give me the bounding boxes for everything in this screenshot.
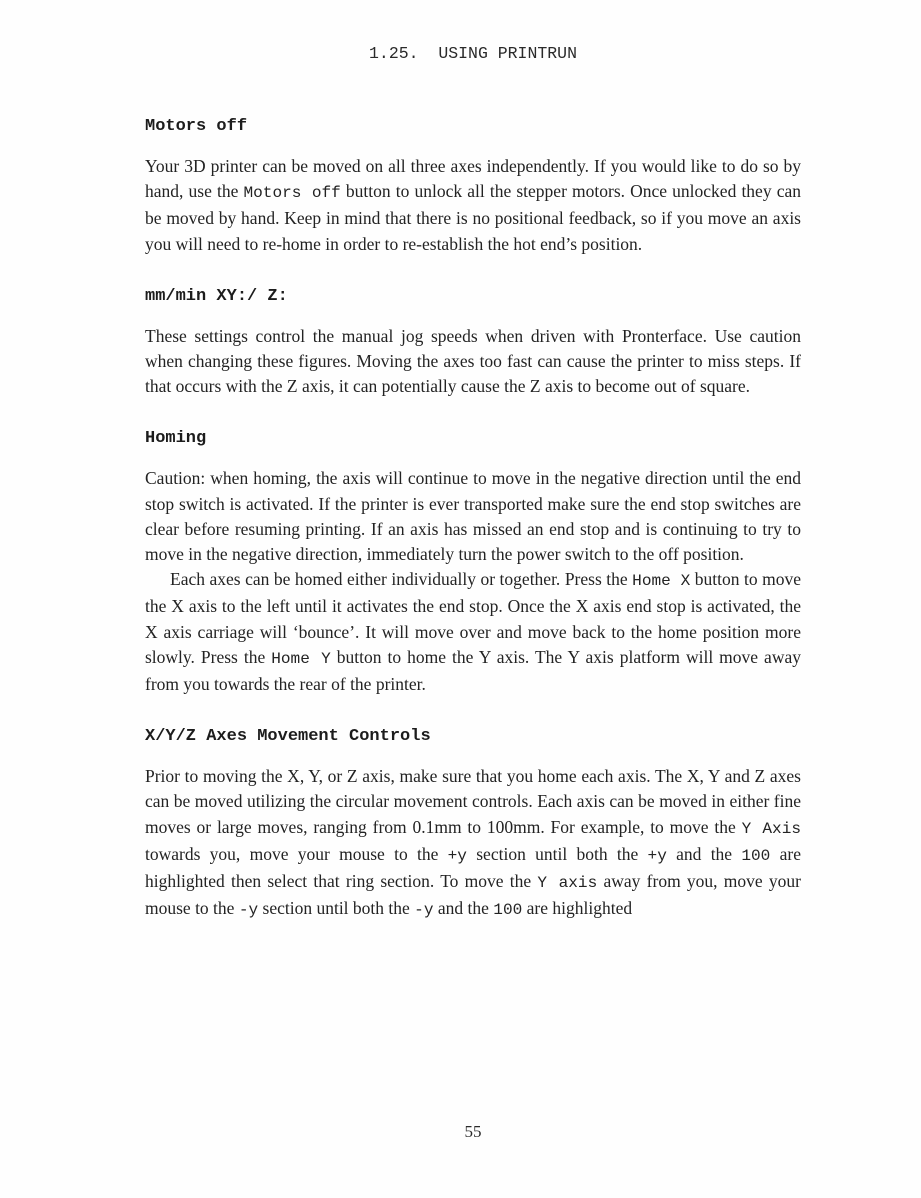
text-run: away from you, move your mouse to the <box>145 871 801 919</box>
text-run: and the <box>666 843 742 864</box>
text-run: Your 3D printer can be moved on all three axes independently. If you would like to do so by hand, use the <box>145 156 801 202</box>
text-run: and the <box>433 898 494 919</box>
section-heading: Homing <box>145 429 207 449</box>
inline-code: 100 <box>741 846 771 865</box>
text-run: button to move the X axis to the left until it activates the end stop. Once the X axis end stop is activated, the X axis carriage will ‘bounce’. It will move over and move back to the home position more slowly. Press the <box>145 569 802 667</box>
running-header: 1.25. USING PRINTRUN <box>369 44 577 63</box>
page-content <box>145 116 801 923</box>
inline-code: Home X <box>632 572 691 591</box>
inline-code: Y axis <box>537 874 598 893</box>
page-number: 55 <box>464 1122 482 1141</box>
paragraph <box>145 567 801 697</box>
paragraph <box>145 154 801 257</box>
inline-code: Home Y <box>271 649 331 668</box>
text-run: towards you, move your mouse to the <box>145 843 448 864</box>
text-run: are highlighted then select that ring section. To move the <box>145 843 801 892</box>
inline-code: Y Axis <box>741 819 802 838</box>
text-run: button to unlock all the stepper motors. Once unlocked they can be moved by hand. Keep in mind that there is no positional feedback, so if you move an axis you will need to re-home in order to re-establish the hot end’s position. <box>145 181 801 254</box>
inline-code: +y <box>647 846 667 865</box>
paragraph <box>145 466 801 567</box>
text-run: section until both the <box>258 898 415 919</box>
text-run: These settings control the manual jog speeds when driven with Pronterface. Use caution when changing these figures. Moving the axes too fast can cause the printer to miss steps. If that occurs with the Z axis, it can potentially cause the Z axis to become out of square. <box>145 325 801 397</box>
text-run: Caution: when homing, the axis will continue to move in the negative direction until the end stop switch is activated. If the printer is ever transported make sure the end stop switches are clear before resuming printing. If an axis has missed an end stop and is continuing to try to move in the negative direction, immediately turn the power switch to the off position. <box>145 468 801 565</box>
text-run: Each axes can be homed either individually or together. Press the <box>170 569 633 590</box>
inline-code: +y <box>447 846 467 865</box>
text-run: section until both the <box>466 843 648 864</box>
paragraph <box>145 324 801 400</box>
inline-code: -y <box>414 901 434 920</box>
section-heading: mm/min XY:/ Z: <box>145 286 288 306</box>
paragraph <box>145 764 801 923</box>
inline-code: -y <box>238 901 259 920</box>
inline-code: Motors off <box>243 184 341 203</box>
section-heading: X/Y/Z Axes Movement Controls <box>145 727 431 747</box>
text-run: Prior to moving the X, Y, or Z axis, make sure that you home each axis. The X, Y and Z axes can be moved utilizing the circular movement controls. Each axis can be moved in either fine moves or large moves, ranging from 0.1mm to 100mm. For example, to move the <box>145 766 801 837</box>
text-run: are highlighted <box>522 898 633 919</box>
section-heading: Motors off <box>145 117 248 136</box>
inline-code: 100 <box>493 901 523 920</box>
text-run: button to home the Y axis. The Y axis platform will move away from you towards the rear of the printer. <box>145 646 801 695</box>
